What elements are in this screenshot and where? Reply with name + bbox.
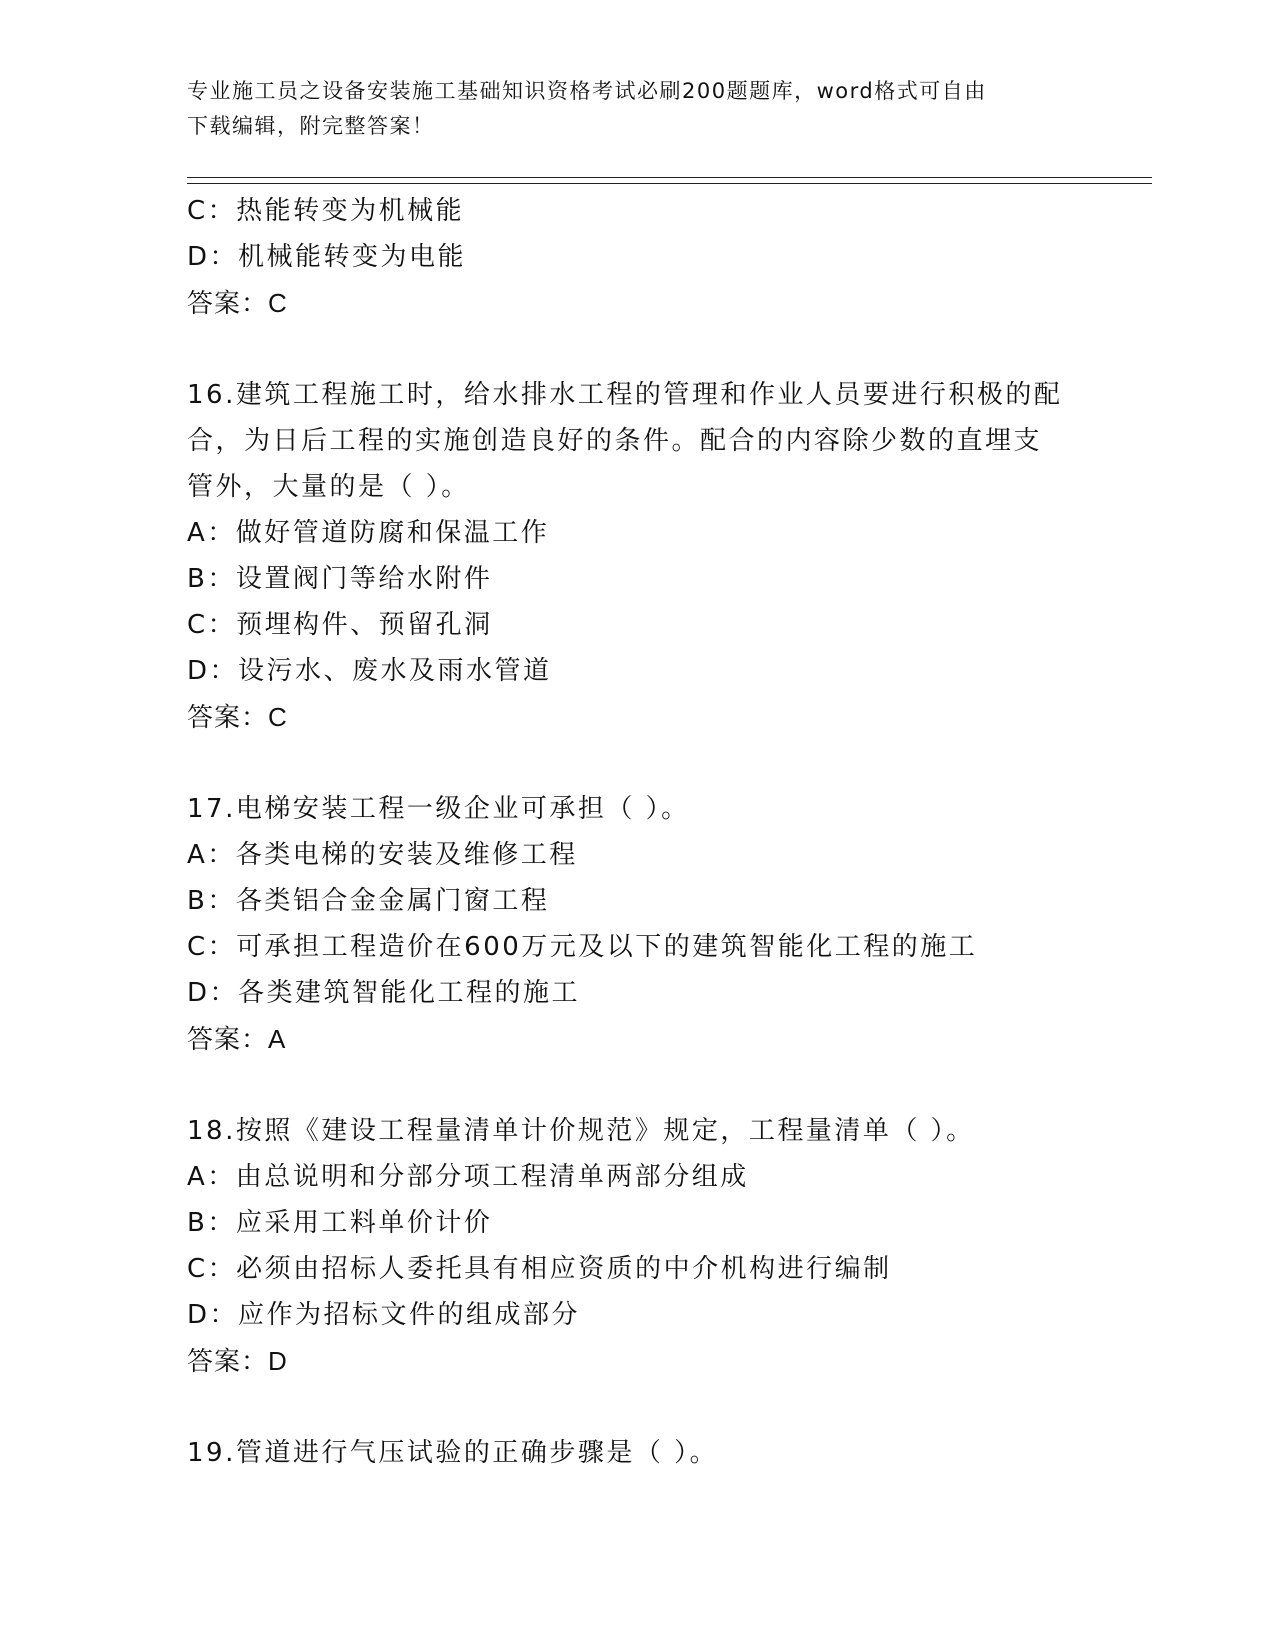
option-c: C：必须由招标人委托具有相应资质的中介机构进行编制 (187, 1254, 892, 1284)
option-b: B：应采用工料单价计价 (187, 1208, 493, 1238)
question-19 (187, 1430, 1117, 1476)
option-a: A：由总说明和分部分项工程清单两部分组成 (187, 1162, 749, 1192)
option-d: D：应作为招标文件的组成部分 (187, 1300, 581, 1330)
option-c: C：热能转变为机械能 (187, 196, 465, 226)
option-b: B：各类铝合金金属门窗工程 (187, 886, 550, 916)
question-text: 管外，大量的是（ ）。 (187, 472, 470, 502)
spacer (187, 326, 1117, 372)
question-text: 16.建筑工程施工时，给水排水工程的管理和作业人员要进行积极的配 (187, 380, 1063, 410)
option-a: A：做好管道防腐和保温工作 (187, 518, 550, 548)
question-text: 19.管道进行气压试验的正确步骤是（ ）。 (187, 1438, 719, 1468)
header-divider (187, 177, 1152, 184)
question-18 (187, 1108, 1117, 1384)
question-text: 17.电梯安装工程一级企业可承担（ ）。 (187, 794, 690, 824)
question-17 (187, 786, 1117, 1062)
option-d: D：各类建筑智能化工程的施工 (187, 978, 581, 1008)
answer: 答案：C (187, 288, 288, 318)
option-c: C：可承担工程造价在600万元及以下的建筑智能化工程的施工 (187, 932, 978, 962)
question-text: 18.按照《建设工程量清单计价规范》规定，工程量清单（ ）。 (187, 1116, 975, 1146)
spacer (187, 1062, 1117, 1108)
question-16 (187, 372, 1117, 740)
answer: 答案：D (187, 1346, 288, 1376)
option-d: D：机械能转变为电能 (187, 242, 467, 272)
answer: 答案：A (187, 1024, 287, 1054)
document-body (187, 188, 1117, 1476)
question-text: 合，为日后工程的实施创造良好的条件。配合的内容除少数的直埋支 (187, 426, 1043, 456)
option-c: C：预埋构件、预留孔洞 (187, 610, 493, 640)
option-d: D：设污水、废水及雨水管道 (187, 656, 552, 686)
spacer (187, 1384, 1117, 1430)
header-line-1: 专业施工员之设备安装施工基础知识资格考试必刷200题题库，word格式可自由 (187, 79, 987, 103)
header-line-2: 下载编辑，附完整答案！ (187, 114, 435, 138)
spacer (187, 740, 1117, 786)
option-a: A：各类电梯的安装及维修工程 (187, 840, 578, 870)
document-header (187, 74, 1067, 144)
option-b: B：设置阀门等给水附件 (187, 564, 493, 594)
answer: 答案：C (187, 702, 288, 732)
continued-question (187, 188, 1117, 326)
